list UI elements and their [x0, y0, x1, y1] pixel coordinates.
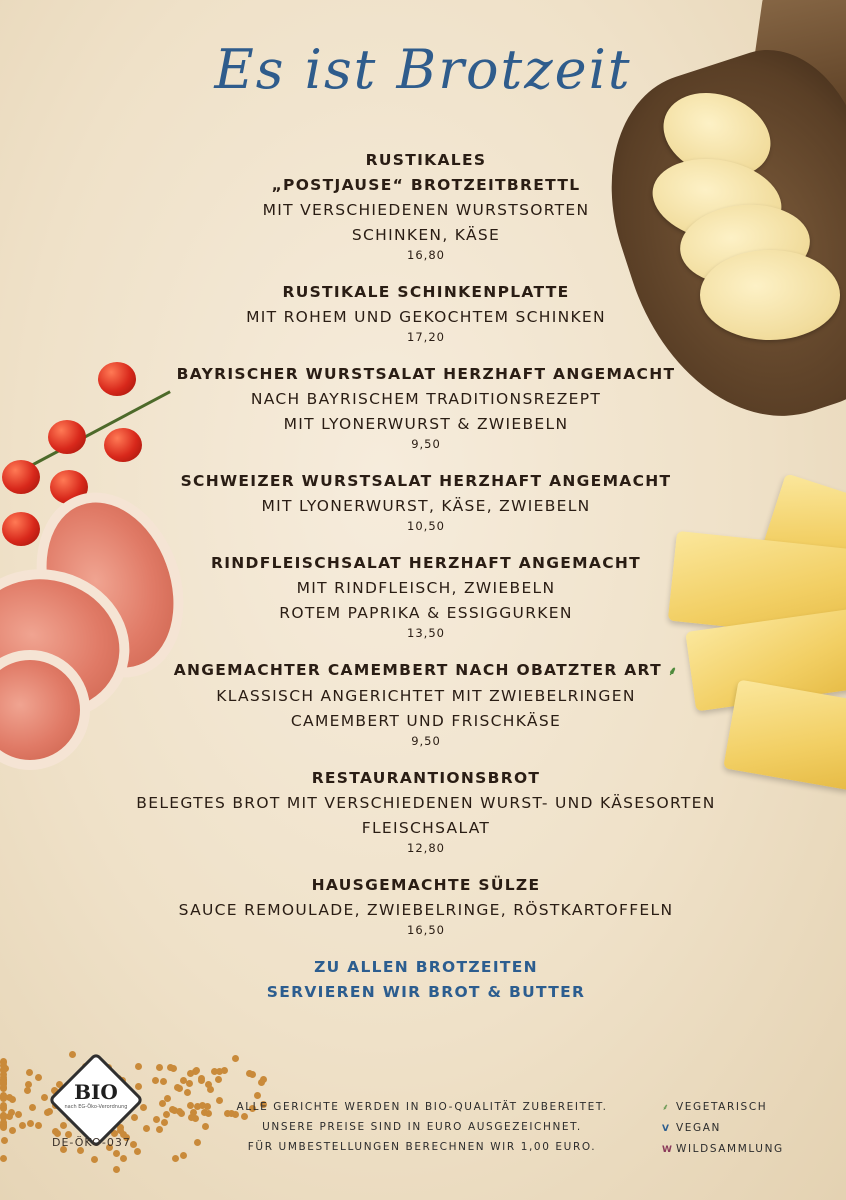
menu-item-description: MIT RINDFLEISCH, ZWIEBELN: [296, 579, 556, 597]
grain-image: [0, 1112, 7, 1119]
tomato-image: [2, 512, 40, 546]
grain-image: [35, 1074, 42, 1081]
menu-item-description: MIT ROHEM UND GEKOCHTEM SCHINKEN: [246, 308, 606, 326]
menu-item-price: 10,50: [407, 519, 445, 533]
grain-image: [167, 1064, 174, 1071]
grain-image: [172, 1155, 179, 1162]
grain-image: [9, 1127, 16, 1134]
grain-image: [0, 1067, 7, 1074]
menu-item-description: ROTEM PAPRIKA & ESSIGGURKEN: [279, 604, 573, 622]
closing-note: [60, 955, 792, 1005]
wild-collection-icon: W: [662, 1145, 674, 1155]
grain-image: [113, 1166, 120, 1173]
menu-item-price: 16,50: [407, 923, 445, 937]
menu-item: [60, 148, 792, 263]
menu-item: [60, 658, 792, 749]
closing-line: SERVIEREN WIR BROT & BUTTER: [266, 983, 586, 1001]
page-title: Es ist Brotzeit: [214, 38, 632, 101]
menu-item-description: CAMEMBERT UND FRISCHKÄSE: [290, 712, 562, 730]
grain-image: [160, 1078, 167, 1085]
footer-notes: [222, 1097, 622, 1157]
grain-image: [193, 1067, 200, 1074]
bio-logo-text: [62, 1066, 130, 1128]
menu-item-name: RUSTIKALE SCHINKENPLATTE: [282, 283, 570, 301]
footer-line: FÜR UMBESTELLUNGEN BERECHNEN WIR 1,00 EURO.: [247, 1141, 597, 1153]
grain-image: [29, 1104, 36, 1111]
grain-image: [232, 1055, 239, 1062]
menu-item: [60, 766, 792, 856]
menu-item: [60, 362, 792, 452]
menu-item-price: 13,50: [407, 626, 445, 640]
menu-item-description: SAUCE REMOULADE, ZWIEBELRINGE, RÖSTKARTOFFELN: [178, 901, 674, 919]
footer-line: UNSERE PREISE SIND IN EURO AUSGEZEICHNET.: [262, 1121, 582, 1133]
grain-image: [205, 1110, 212, 1117]
grain-image: [69, 1051, 76, 1058]
grain-image: [140, 1104, 147, 1111]
menu-item-name: ANGEMACHTER CAMEMBERT NACH OBATZTER ART ⸙: [173, 661, 679, 679]
menu-item-description: NACH BAYRISCHEM TRADITIONSREZEPT: [250, 390, 602, 408]
grain-image: [35, 1122, 42, 1129]
grain-image: [198, 1077, 205, 1084]
grain-image: [0, 1059, 7, 1066]
grain-image: [260, 1076, 267, 1083]
grain-image: [0, 1155, 7, 1162]
grain-image: [180, 1077, 187, 1084]
vegetarian-icon: ⸙: [662, 1103, 671, 1113]
grain-image: [0, 1124, 7, 1131]
grain-image: [19, 1122, 26, 1129]
menu-item-name: SCHWEIZER WURSTSALAT HERZHAFT ANGEMACHT: [180, 472, 672, 490]
grain-image: [192, 1115, 199, 1122]
menu-item-name: RUSTIKALES: [365, 151, 487, 169]
menu-item-price: 12,80: [407, 841, 445, 855]
menu-item-name: RINDFLEISCHSALAT HERZHAFT ANGEMACHT: [210, 554, 642, 572]
menu-item-name: RESTAURANTIONSBROT: [311, 769, 541, 787]
grain-image: [15, 1111, 22, 1118]
grain-image: [41, 1094, 48, 1101]
grain-image: [6, 1094, 13, 1101]
grain-image: [153, 1116, 160, 1123]
tomato-image: [2, 460, 40, 494]
menu-item-name: BAYRISCHER WURSTSALAT HERZHAFT ANGEMACHT: [176, 365, 676, 383]
grain-image: [184, 1089, 191, 1096]
footer-line: ALLE GERICHTE WERDEN IN BIO-QUALITÄT ZUBEREITET.: [236, 1101, 608, 1113]
grain-image: [163, 1111, 170, 1118]
menu-item: [60, 469, 792, 534]
grain-image: [134, 1148, 141, 1155]
grain-image: [120, 1155, 127, 1162]
menu-item-description: BELEGTES BROT MIT VERSCHIEDENEN WURST- UND KÄSESORTEN: [136, 794, 716, 812]
menu-item-description: KLASSISCH ANGERICHTET MIT ZWIEBELRINGEN: [216, 687, 636, 705]
grain-image: [156, 1064, 163, 1071]
grain-image: [194, 1139, 201, 1146]
grain-image: [202, 1123, 209, 1130]
grain-image: [187, 1102, 194, 1109]
grain-image: [24, 1087, 31, 1094]
grain-image: [135, 1063, 142, 1070]
menu-item-description: MIT LYONERWURST & ZWIEBELN: [283, 415, 569, 433]
grain-image: [156, 1126, 163, 1133]
grain-image: [152, 1077, 159, 1084]
menu-list: [60, 148, 792, 1005]
legend-item-wild: [662, 1139, 784, 1160]
menu-item-name: HAUSGEMACHTE SÜLZE: [311, 876, 541, 894]
legend: [662, 1097, 784, 1160]
grain-image: [0, 1105, 7, 1112]
menu-item-price: 16,80: [407, 248, 445, 262]
bio-logo-subtitle: nach EG-Öko-Verordnung: [64, 1104, 128, 1110]
closing-line: ZU ALLEN BROTZEITEN: [314, 958, 538, 976]
grain-image: [0, 1077, 7, 1084]
menu-item-description: SCHINKEN, KÄSE: [351, 226, 501, 244]
grain-image: [1, 1137, 8, 1144]
legend-item-vegetarian: [662, 1097, 784, 1118]
grain-image: [180, 1152, 187, 1159]
grain-image: [91, 1156, 98, 1163]
bio-logo-label: BIO: [74, 1080, 118, 1104]
grain-image: [164, 1095, 171, 1102]
menu-item-price: 17,20: [407, 330, 445, 344]
menu-item: [60, 551, 792, 641]
grain-image: [135, 1083, 142, 1090]
bio-control-code: DE-ÖKO-037: [52, 1136, 131, 1149]
menu-item-price: 9,50: [411, 437, 441, 451]
menu-item-price: 9,50: [411, 734, 441, 748]
grain-image: [143, 1125, 150, 1132]
grain-image: [215, 1076, 222, 1083]
vegan-icon: V: [662, 1124, 671, 1134]
menu-item: [60, 873, 792, 938]
grain-image: [27, 1120, 34, 1127]
menu-item-description: MIT VERSCHIEDENEN WURSTSORTEN: [262, 201, 590, 219]
grain-image: [26, 1069, 33, 1076]
grain-image: [46, 1108, 53, 1115]
menu-item: [60, 280, 792, 345]
grain-image: [161, 1119, 168, 1126]
menu-item-description: FLEISCHSALAT: [361, 819, 491, 837]
grain-image: [113, 1150, 120, 1157]
legend-label: VEGAN: [676, 1122, 721, 1134]
menu-item-description: „POSTJAUSE“ BROTZEITBRETTL: [271, 176, 581, 194]
menu-item-description: MIT LYONERWURST, KÄSE, ZWIEBELN: [261, 497, 591, 515]
grain-image: [178, 1110, 185, 1117]
legend-label: WILDSAMMLUNG: [676, 1143, 784, 1155]
grain-image: [249, 1071, 256, 1078]
legend-item-vegan: [662, 1118, 784, 1139]
legend-label: VEGETARISCH: [676, 1101, 768, 1113]
vegetarian-icon: ⸙: [667, 664, 679, 678]
grain-image: [131, 1114, 138, 1121]
grain-image: [187, 1070, 194, 1077]
